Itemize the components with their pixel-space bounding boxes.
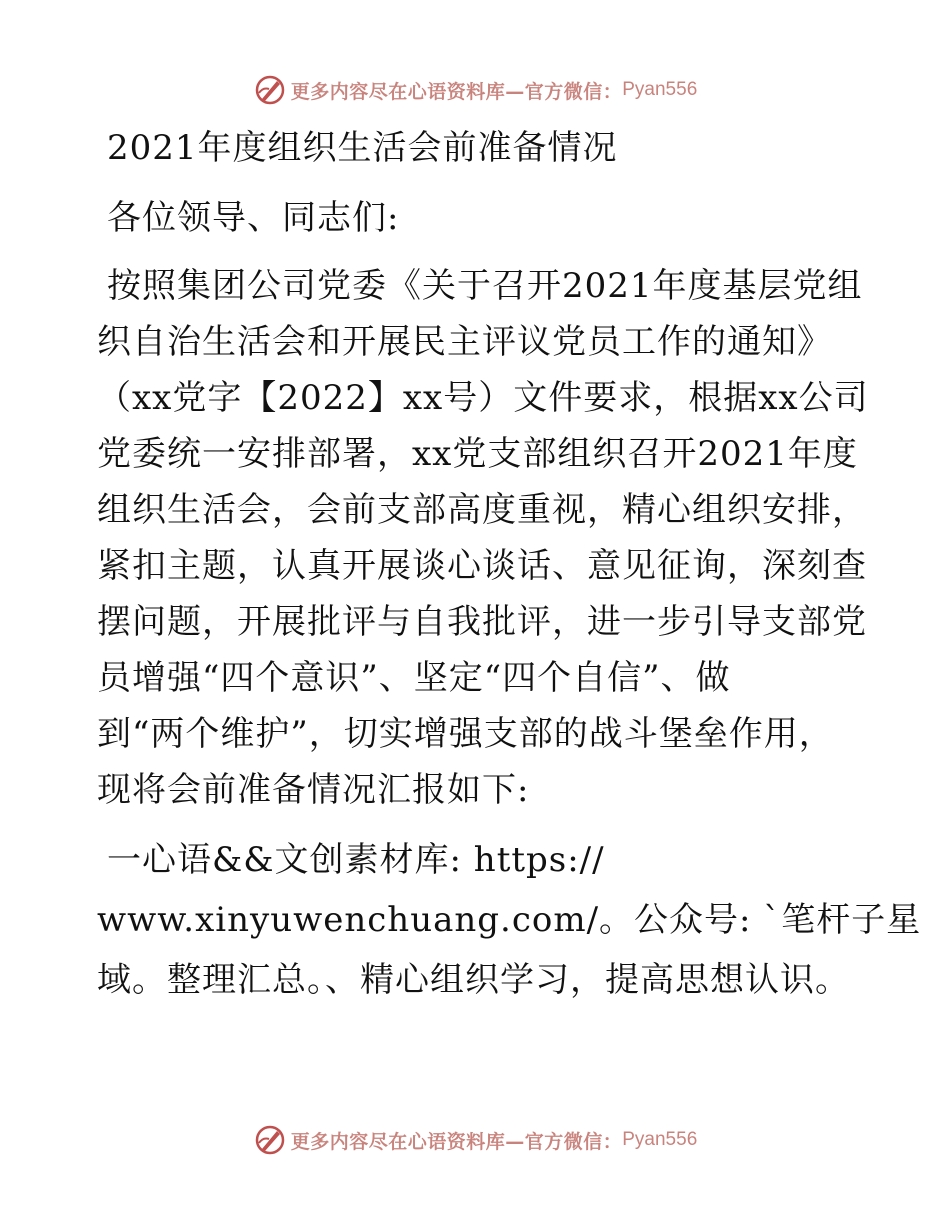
paragraph-line: www.xinyuwenchuang.com/。公众号: `笔杆子星 [97, 900, 922, 940]
paragraph-2 [97, 830, 922, 1010]
paragraph-line: 员增强“四个意识”、坚定“四个自信”、做 [97, 658, 731, 698]
footer-watermark-banner [0, 1120, 950, 1160]
paragraph-1 [97, 258, 869, 818]
paragraph-line: 党委统一安排部署，xx党支部组织召开2021年度 [97, 434, 858, 474]
quill-logo-icon [253, 73, 287, 107]
paragraph-line: 织自治生活会和开展民主评议党员工作的通知》 [97, 322, 832, 362]
paragraph-line: 紧扣主题，认真开展谈心谈话、意见征询，深刻查 [97, 546, 867, 586]
paragraph-line: 现将会前准备情况汇报如下: [97, 770, 530, 810]
salutation: 各位领导、同志们: [107, 198, 400, 238]
document-body [97, 120, 922, 1010]
paragraph-line: 组织生活会，会前支部高度重视，精心组织安排， [97, 490, 867, 530]
quill-logo-icon [253, 1123, 287, 1157]
paragraph-line: 一心语&&文创素材库: https:// [107, 840, 605, 880]
wechat-id: Pyan556 [622, 1129, 698, 1150]
paragraph-line: 到“两个维护”，切实增强支部的战斗堡垒作用， [97, 714, 834, 754]
paragraph-line: 按照集团公司党委《关于召开2021年度基层党组 [107, 266, 863, 306]
document-title: 2021年度组织生活会前准备情况 [107, 128, 618, 168]
watermark-text: 更多内容尽在心语资料库—官方微信： [290, 80, 623, 103]
header-watermark-banner [0, 70, 950, 110]
watermark-text: 更多内容尽在心语资料库—官方微信： [290, 1130, 623, 1153]
paragraph-line: 域。整理汇总。、精心组织学习，提高思想认识。 [97, 960, 850, 1000]
paragraph-line: （xx党字【2022】xx号）文件要求，根据xx公司 [97, 378, 869, 418]
paragraph-line: 摆问题，开展批评与自我批评，进一步引导支部党 [97, 602, 867, 642]
wechat-id: Pyan556 [622, 79, 698, 100]
